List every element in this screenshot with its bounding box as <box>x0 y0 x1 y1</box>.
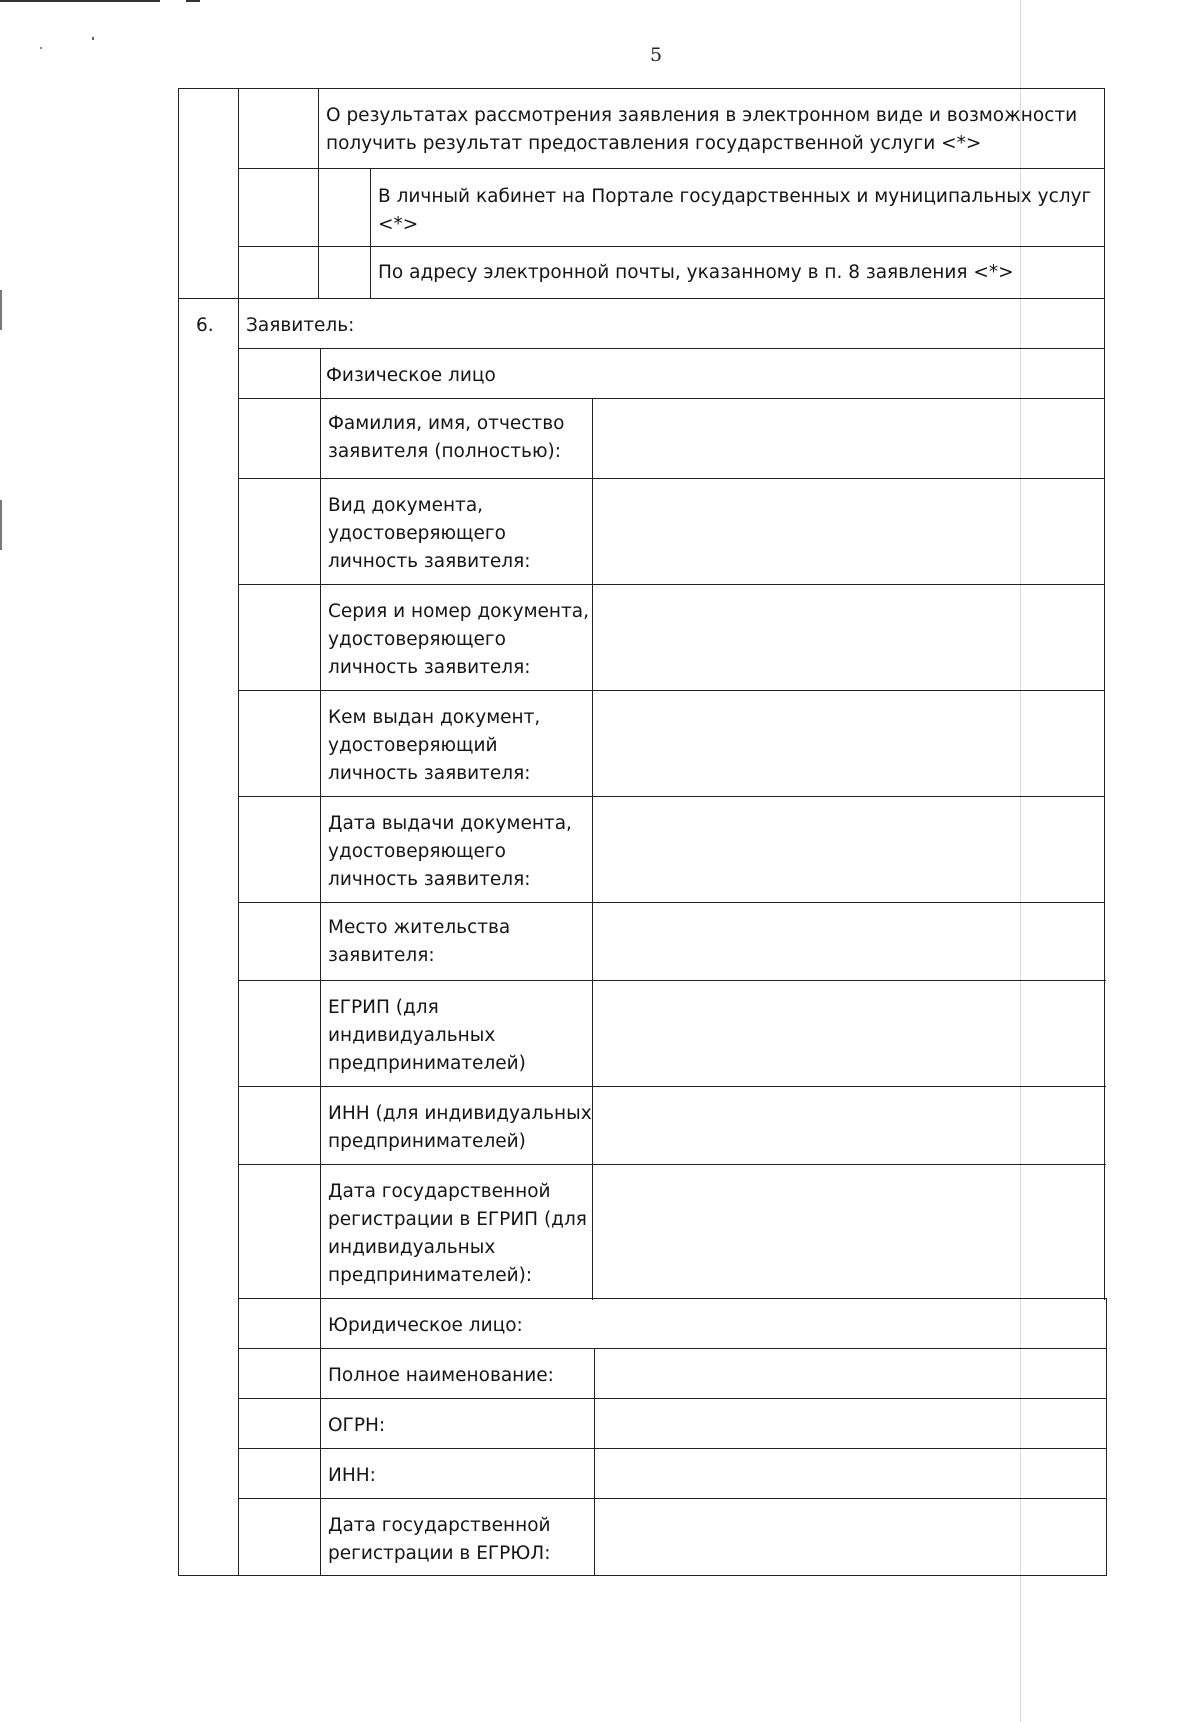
table-row-border <box>178 298 1104 299</box>
page-number: 5 <box>649 44 663 66</box>
table-column-border <box>370 168 371 298</box>
table-row-border <box>178 88 1104 89</box>
table-column-border <box>320 348 321 1576</box>
option-personal-cabinet-label: В личный кабинет на Портале государственных и муниципальных услуг <*> <box>378 186 1092 235</box>
field-label-id-document-number: Серия и номер документа, удостоверяющего личность заявителя: <box>328 601 590 678</box>
table-row-border <box>238 980 1106 981</box>
table-row-border <box>238 796 1104 797</box>
field-label-residence: Место жительства заявителя: <box>328 917 511 966</box>
table-right-border <box>1104 88 1105 1300</box>
table-row-border <box>238 246 1104 247</box>
table-row-border <box>238 1398 1106 1399</box>
field-label-ogrn: ОГРН: <box>328 1415 386 1436</box>
field-label-id-document-issuer: Кем выдан документ, удостоверяющий личность заявителя: <box>328 707 541 784</box>
results-notice-label: О результатах рассмотрения заявления в электронном виде и возможности получить результат предоставления государственной услуги <*> <box>326 105 1078 154</box>
table-row-border <box>238 1348 1106 1349</box>
table-row-border <box>238 1498 1106 1499</box>
table-row-border <box>238 690 1104 691</box>
table-bottom-border <box>178 1575 1106 1576</box>
field-label-egrip: ЕГРИП (для индивидуальных предпринимателей) <box>328 997 526 1074</box>
table-right-border <box>1106 1298 1107 1576</box>
field-label-inn-individual: ИНН (для индивидуальных предпринимателей) <box>328 1103 592 1152</box>
field-label-inn-legal: ИНН: <box>328 1465 376 1486</box>
table-row-border <box>238 1164 1106 1165</box>
section-number: 6. <box>196 315 214 336</box>
legal-entity-header: Юридическое лицо: <box>328 1315 523 1336</box>
table-column-border <box>238 88 239 1576</box>
field-label-full-name-legal: Полное наименование: <box>328 1365 554 1386</box>
table-column-border <box>594 1348 595 1576</box>
table-row-border <box>238 584 1104 585</box>
table-row-border <box>238 168 1104 169</box>
table-row-border <box>238 348 1104 349</box>
field-label-full-name: Фамилия, имя, отчество заявителя (полностью): <box>328 413 565 462</box>
field-label-id-document-date: Дата выдачи документа, удостоверяющего личность заявителя: <box>328 813 572 890</box>
individual-header: Физическое лицо <box>326 365 496 386</box>
table-column-border <box>318 88 319 298</box>
table-column-border <box>178 88 179 1576</box>
field-label-egrip-registration-date: Дата государственной регистрации в ЕГРИП (для индивидуальных предпринимателей): <box>328 1181 587 1286</box>
table-row-border <box>238 1086 1106 1087</box>
applicant-title: Заявитель: <box>246 315 355 336</box>
table-row-border <box>238 478 1104 479</box>
table-row-border <box>238 398 1104 399</box>
table-row-border <box>238 1448 1106 1449</box>
field-label-id-document-type: Вид документа, удостоверяющего личность заявителя: <box>328 495 531 572</box>
field-label-egrul-registration-date: Дата государственной регистрации в ЕГРЮЛ: <box>328 1515 551 1564</box>
table-column-border <box>592 398 593 1300</box>
table-row-border <box>238 902 1104 903</box>
option-email-label: По адресу электронной почты, указанному в п. 8 заявления <*> <box>378 262 1014 283</box>
table-row-border <box>238 1298 1106 1299</box>
